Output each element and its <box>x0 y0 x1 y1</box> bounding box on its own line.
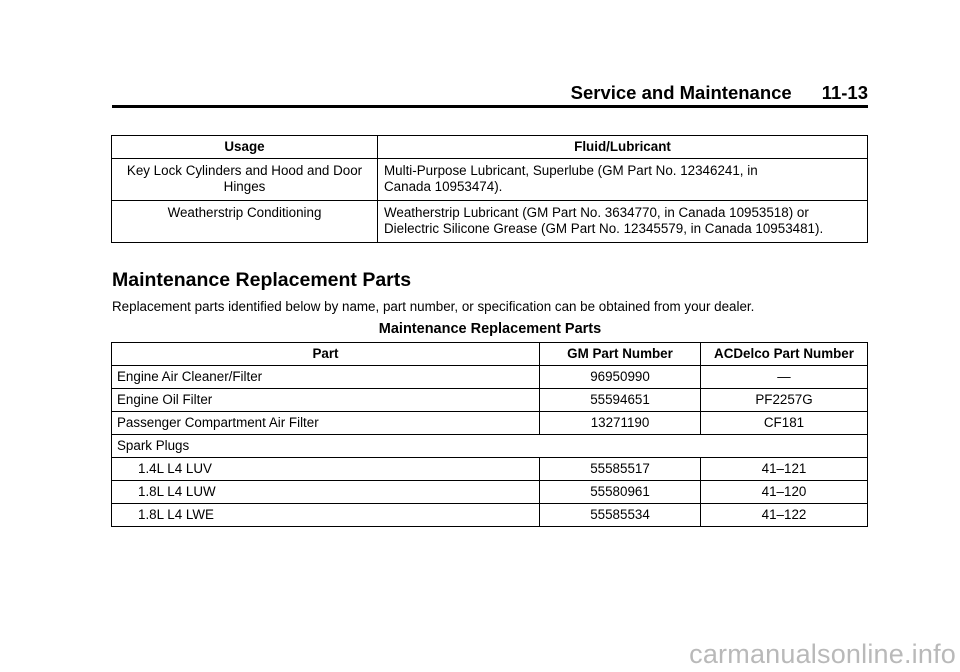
part-name-cell: Engine Oil Filter <box>112 389 540 412</box>
part-group-cell: Spark Plugs <box>112 435 868 458</box>
section-intro: Replacement parts identified below by name, part number, or specification can be obtained from your dealer. <box>112 299 755 314</box>
column-header-usage: Usage <box>112 136 378 159</box>
part-name-cell: Engine Air Cleaner/Filter <box>112 366 540 389</box>
acdelco-part-number-cell: 41–121 <box>701 458 868 481</box>
table-row <box>112 366 868 389</box>
gm-part-number-cell: 13271190 <box>540 412 701 435</box>
table-row-group <box>112 435 868 458</box>
acdelco-part-number-cell: CF181 <box>701 412 868 435</box>
column-header-acdelco-part-number: ACDelco Part Number <box>701 343 868 366</box>
gm-part-number-cell: 55594651 <box>540 389 701 412</box>
table-row <box>112 504 868 527</box>
table-row <box>112 458 868 481</box>
gm-part-number-cell: 96950990 <box>540 366 701 389</box>
fluid-cell: Weatherstrip Lubricant (GM Part No. 3634770, in Canada 10953518) or Dielectric Silicone Grease (GM Part No. 12345579, in Canada 10953481). <box>378 201 868 243</box>
acdelco-part-number-cell: 41–120 <box>701 481 868 504</box>
gm-part-number-cell: 55585517 <box>540 458 701 481</box>
table-row <box>112 159 868 201</box>
acdelco-part-number-cell: 41–122 <box>701 504 868 527</box>
gm-part-number-cell: 55580961 <box>540 481 701 504</box>
fluid-cell: Multi-Purpose Lubricant, Superlube (GM Part No. 12346241, in Canada 10953474). <box>378 159 868 201</box>
column-header-fluid: Fluid/Lubricant <box>378 136 868 159</box>
column-header-part: Part <box>112 343 540 366</box>
table-row <box>112 389 868 412</box>
acdelco-part-number-cell: — <box>701 366 868 389</box>
header-rule <box>112 105 868 108</box>
part-name-cell: 1.4L L4 LUV <box>112 458 540 481</box>
section-name: Service and Maintenance <box>570 82 792 103</box>
table-row <box>112 201 868 243</box>
table-caption: Maintenance Replacement Parts <box>378 321 602 337</box>
watermark-text: carmanualsonline.info <box>689 639 956 669</box>
usage-cell: Key Lock Cylinders and Hood and Door Hinges <box>112 159 378 201</box>
table-header-row <box>112 343 868 366</box>
gm-part-number-cell: 55585534 <box>540 504 701 527</box>
section-title: Maintenance Replacement Parts <box>112 269 412 291</box>
fluid-lubricant-table <box>111 135 868 243</box>
part-name-cell: 1.8L L4 LUW <box>112 481 540 504</box>
table-row <box>112 412 868 435</box>
replacement-parts-table <box>111 342 868 527</box>
usage-cell: Weatherstrip Conditioning <box>112 201 378 243</box>
part-name-cell: 1.8L L4 LWE <box>112 504 540 527</box>
acdelco-part-number-cell: PF2257G <box>701 389 868 412</box>
table-row <box>112 481 868 504</box>
page-number: 11-13 <box>821 82 868 103</box>
part-name-cell: Passenger Compartment Air Filter <box>112 412 540 435</box>
page-header <box>112 82 868 104</box>
column-header-gm-part-number: GM Part Number <box>540 343 701 366</box>
table-header-row <box>112 136 868 159</box>
